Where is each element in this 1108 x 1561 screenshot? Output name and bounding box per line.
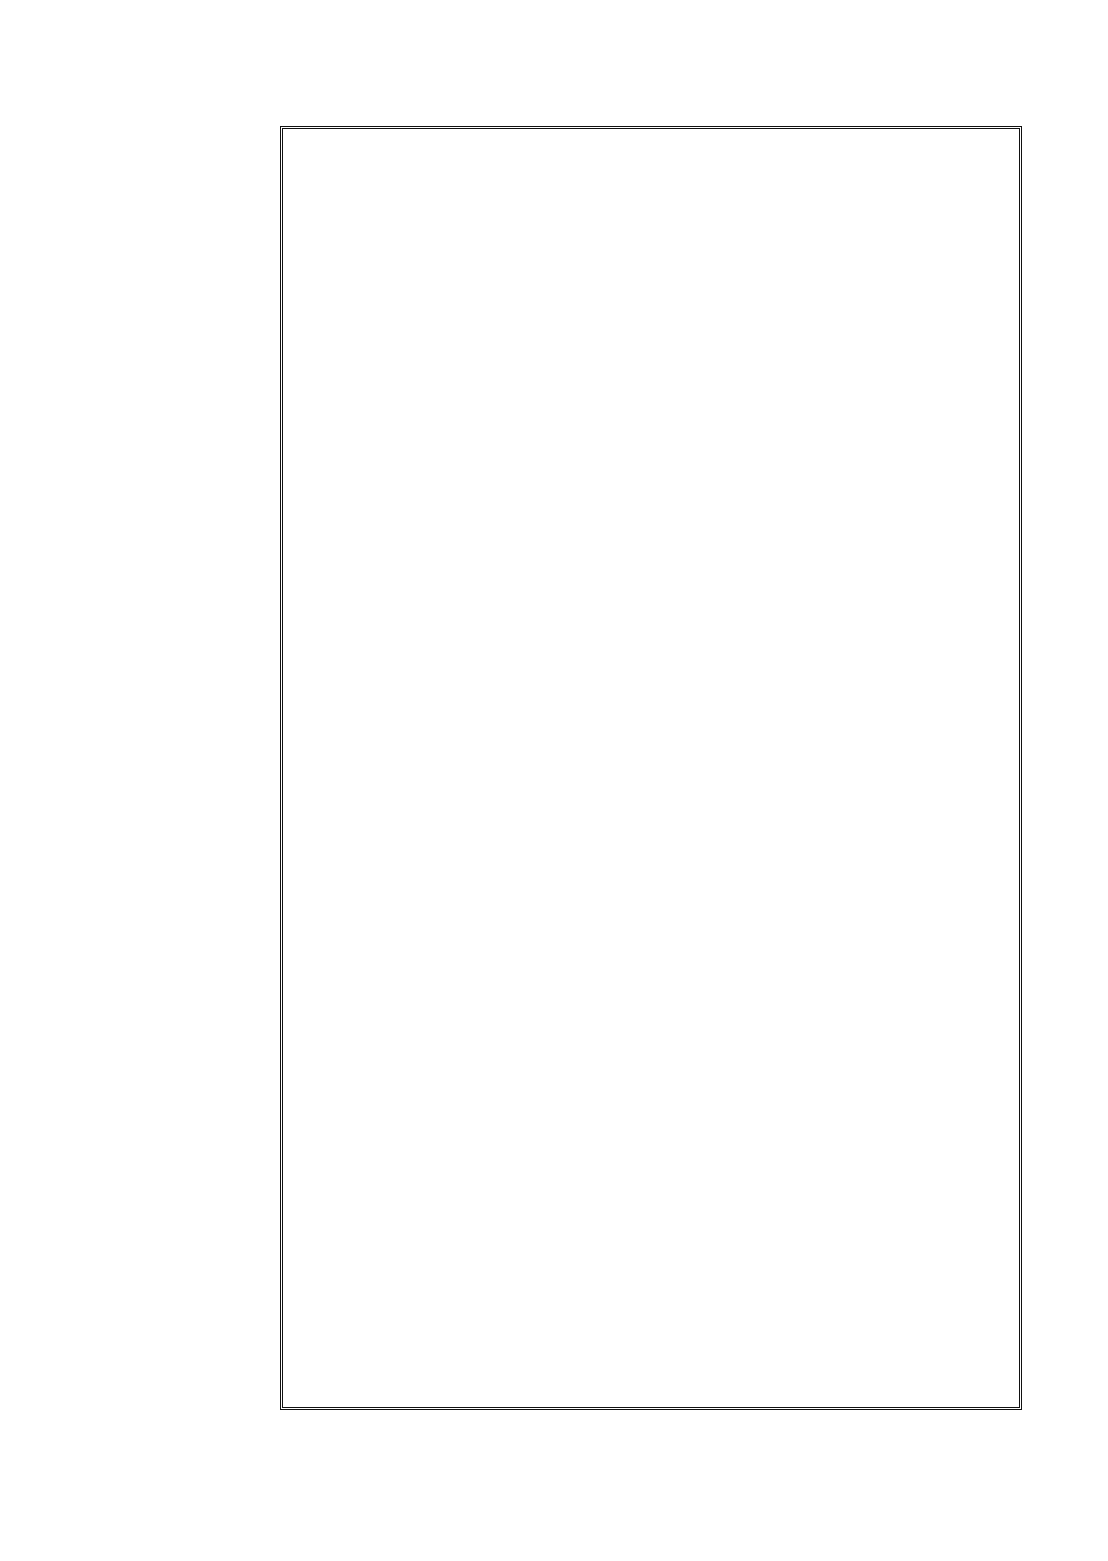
- running-header: [88, 84, 1028, 124]
- side-column-line: [88, 260, 274, 294]
- commentary-line: [296, 650, 1010, 684]
- side-column-line: [88, 498, 274, 532]
- side-column-line: [88, 532, 274, 566]
- commentary-line: [296, 1160, 1010, 1194]
- side-column-line: [88, 702, 274, 736]
- side-column-text: [88, 124, 274, 1414]
- bottom-main-text: [88, 1412, 1026, 1508]
- commentary-line: [296, 174, 1010, 208]
- side-column-line: [88, 600, 274, 634]
- commentary-line: [296, 378, 1010, 412]
- commentary-line: [296, 412, 1010, 446]
- commentary-line: [296, 718, 1010, 752]
- commentary-line: [296, 344, 1010, 378]
- side-column-line: [88, 430, 274, 464]
- side-column-line: [88, 1178, 274, 1212]
- commentary-line: [296, 922, 1010, 956]
- commentary-line: [296, 446, 1010, 480]
- bottom-text-line: [88, 1480, 1026, 1514]
- commentary-line: [296, 820, 1010, 854]
- commentary-line: [296, 1330, 1010, 1364]
- side-column-line: [88, 1076, 274, 1110]
- commentary-line: [296, 582, 1010, 616]
- side-column-line: [88, 124, 274, 158]
- side-column-line: [88, 634, 274, 668]
- side-column-line: [88, 1042, 274, 1076]
- side-column-line: [88, 566, 274, 600]
- side-column-line: [88, 872, 274, 906]
- side-column-line: [88, 396, 274, 430]
- side-column-line: [88, 974, 274, 1008]
- commentary-line: [296, 684, 1010, 718]
- side-column-line: [88, 294, 274, 328]
- commentary-line: [296, 956, 1010, 990]
- commentary-line: [296, 854, 1010, 888]
- side-column-line: [88, 328, 274, 362]
- bottom-text-line: [88, 1412, 1026, 1446]
- side-column-line: [88, 906, 274, 940]
- commentary-line: [296, 276, 1010, 310]
- commentary-line: [296, 480, 1010, 514]
- commentary-line: [296, 1194, 1010, 1228]
- side-column-line: [88, 1246, 274, 1280]
- commentary-line: [296, 1262, 1010, 1296]
- side-column-line: [88, 464, 274, 498]
- side-column-line: [88, 226, 274, 260]
- commentary-line: [296, 616, 1010, 650]
- side-column-line: [88, 1110, 274, 1144]
- commentary-line: [296, 888, 1010, 922]
- commentary-line: [296, 1024, 1010, 1058]
- commentary-line: [296, 310, 1010, 344]
- side-column-line: [88, 1212, 274, 1246]
- commentary-box-text: [296, 140, 1010, 1400]
- side-column-line: [88, 1008, 274, 1042]
- commentary-line: [296, 1092, 1010, 1126]
- side-column-line: [88, 1280, 274, 1314]
- commentary-line: [296, 242, 1010, 276]
- side-column-line: [88, 192, 274, 226]
- commentary-line: [296, 1228, 1010, 1262]
- side-column-line: [88, 1348, 274, 1382]
- commentary-line: [296, 208, 1010, 242]
- commentary-line: [296, 548, 1010, 582]
- commentary-line: [296, 1058, 1010, 1092]
- side-column-line: [88, 362, 274, 396]
- commentary-line: [296, 752, 1010, 786]
- commentary-line: [296, 140, 1010, 174]
- side-column-line: [88, 940, 274, 974]
- side-column-line: [88, 838, 274, 872]
- side-column-line: [88, 804, 274, 838]
- side-column-line: [88, 1144, 274, 1178]
- commentary-line: [296, 990, 1010, 1024]
- commentary-line: [296, 786, 1010, 820]
- side-column-line: [88, 668, 274, 702]
- commentary-line: [296, 514, 1010, 548]
- side-column-line: [88, 736, 274, 770]
- side-column-line: [88, 770, 274, 804]
- commentary-line: [296, 1126, 1010, 1160]
- side-column-line: [88, 158, 274, 192]
- commentary-line: [296, 1296, 1010, 1330]
- bottom-text-line: [88, 1446, 1026, 1480]
- side-column-line: [88, 1314, 274, 1348]
